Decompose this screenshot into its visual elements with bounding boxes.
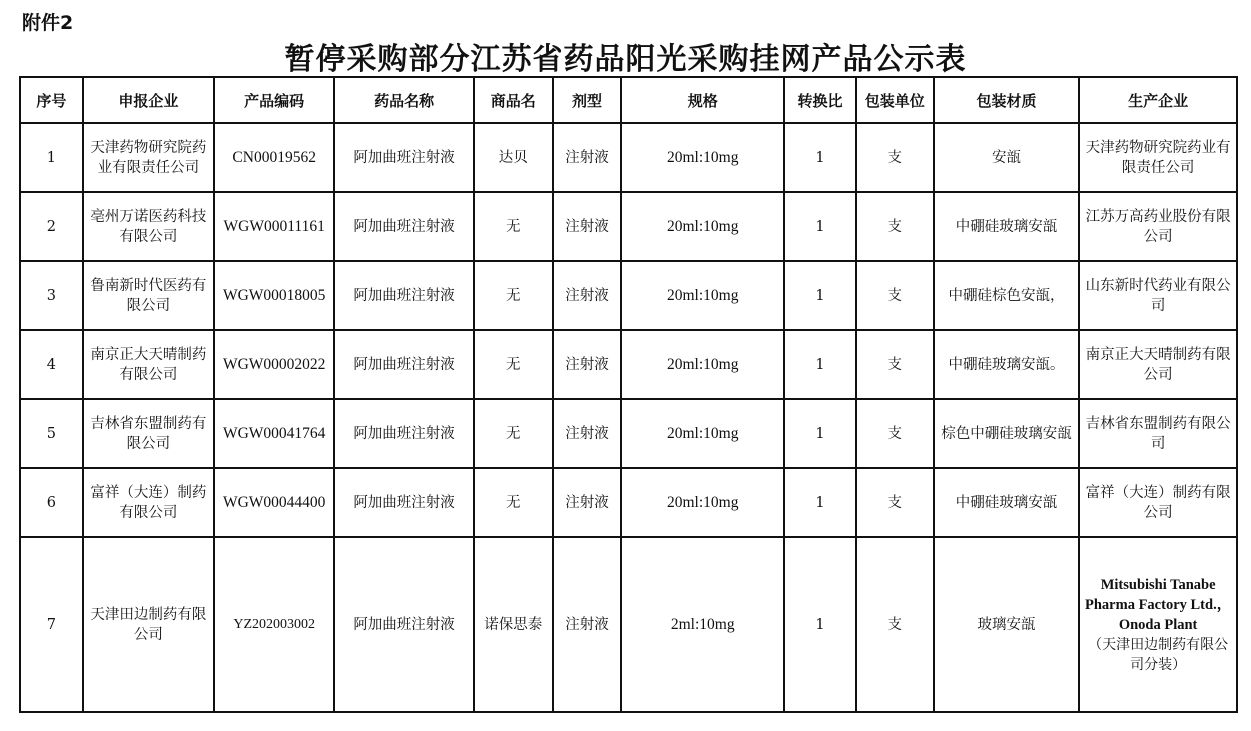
cell-code: CN00019562 — [214, 123, 334, 192]
cell-ratio: 1 — [784, 399, 856, 468]
table-row — [20, 399, 1237, 468]
header-unit: 包装单位 — [856, 77, 934, 123]
header-form: 剂型 — [553, 77, 622, 123]
cell-applicant: 南京正大天晴制药有限公司 — [83, 330, 214, 399]
header-manufacturer: 生产企业 — [1079, 77, 1237, 123]
cell-unit: 支 — [856, 123, 934, 192]
cell-applicant: 富祥（大连）制药有限公司 — [83, 468, 214, 537]
table-header-row — [20, 77, 1237, 123]
cell-manufacturer: 富祥（大连）制药有限公司 — [1079, 468, 1237, 537]
cell-material: 中硼硅玻璃安瓿 — [934, 192, 1080, 261]
cell-no: 6 — [20, 468, 83, 537]
cell-drug: 阿加曲班注射液 — [334, 537, 473, 712]
cell-code: WGW00041764 — [214, 399, 334, 468]
cell-brand: 无 — [474, 399, 553, 468]
cell-form: 注射液 — [553, 537, 622, 712]
header-code: 产品编码 — [214, 77, 334, 123]
cell-unit: 支 — [856, 192, 934, 261]
cell-form: 注射液 — [553, 123, 622, 192]
cell-material: 玻璃安瓿 — [934, 537, 1080, 712]
cell-ratio: 1 — [784, 192, 856, 261]
cell-material: 棕色中硼硅玻璃安瓿 — [934, 399, 1080, 468]
cell-applicant: 亳州万诺医药科技有限公司 — [83, 192, 214, 261]
cell-no: 3 — [20, 261, 83, 330]
cell-no: 7 — [20, 537, 83, 712]
table-row — [20, 468, 1237, 537]
cell-applicant: 鲁南新时代医药有限公司 — [83, 261, 214, 330]
cell-code: WGW00044400 — [214, 468, 334, 537]
cell-form: 注射液 — [553, 192, 622, 261]
cell-ratio: 1 — [784, 123, 856, 192]
cell-code: WGW00002022 — [214, 330, 334, 399]
table-row — [20, 261, 1237, 330]
cell-spec: 20ml:10mg — [621, 123, 784, 192]
header-ratio: 转换比 — [784, 77, 856, 123]
cell-brand: 无 — [474, 192, 553, 261]
header-spec: 规格 — [621, 77, 784, 123]
cell-applicant: 天津药物研究院药业有限责任公司 — [83, 123, 214, 192]
cell-manufacturer: 天津药物研究院药业有限责任公司 — [1079, 123, 1237, 192]
cell-code: YZ202003002 — [214, 537, 334, 712]
cell-ratio: 1 — [784, 261, 856, 330]
cell-manufacturer — [1079, 537, 1237, 712]
cell-ratio: 1 — [784, 468, 856, 537]
cell-unit: 支 — [856, 399, 934, 468]
cell-manufacturer: 吉林省东盟制药有限公司 — [1079, 399, 1237, 468]
cell-ratio: 1 — [784, 330, 856, 399]
cell-spec: 20ml:10mg — [621, 399, 784, 468]
attachment-label: 附件2 — [22, 12, 74, 34]
cell-no: 5 — [20, 399, 83, 468]
cell-brand: 无 — [474, 261, 553, 330]
cell-spec: 2ml:10mg — [621, 537, 784, 712]
cell-form: 注射液 — [553, 330, 622, 399]
cell-drug: 阿加曲班注射液 — [334, 123, 473, 192]
cell-unit: 支 — [856, 330, 934, 399]
header-material: 包装材质 — [934, 77, 1080, 123]
cell-no: 1 — [20, 123, 83, 192]
table-row — [20, 123, 1237, 192]
cell-unit: 支 — [856, 468, 934, 537]
cell-applicant: 吉林省东盟制药有限公司 — [83, 399, 214, 468]
cell-material: 中硼硅玻璃安瓿 — [934, 468, 1080, 537]
cell-spec: 20ml:10mg — [621, 330, 784, 399]
cell-manufacturer: 江苏万高药业股份有限公司 — [1079, 192, 1237, 261]
cell-ratio: 1 — [784, 537, 856, 712]
document-title: 暂停采购部分江苏省药品阳光采购挂网产品公示表 — [284, 42, 967, 77]
cell-drug: 阿加曲班注射液 — [334, 399, 473, 468]
cell-brand: 无 — [474, 330, 553, 399]
cell-drug: 阿加曲班注射液 — [334, 330, 473, 399]
header-applicant: 申报企业 — [83, 77, 214, 123]
cell-drug: 阿加曲班注射液 — [334, 192, 473, 261]
cell-applicant: 天津田边制药有限公司 — [83, 537, 214, 712]
cell-spec: 20ml:10mg — [621, 468, 784, 537]
cell-code: WGW00011161 — [214, 192, 334, 261]
cell-form: 注射液 — [553, 399, 622, 468]
cell-manufacturer: 山东新时代药业有限公司 — [1079, 261, 1237, 330]
table-row — [20, 192, 1237, 261]
header-no: 序号 — [20, 77, 83, 123]
cell-spec: 20ml:10mg — [621, 261, 784, 330]
table-row — [20, 330, 1237, 399]
cell-no: 2 — [20, 192, 83, 261]
cell-unit: 支 — [856, 537, 934, 712]
manufacturer-english-name: Mitsubishi Tanabe Pharma Factory Ltd.，Onoda Plant — [1085, 576, 1232, 633]
table-row — [20, 537, 1237, 712]
cell-drug: 阿加曲班注射液 — [334, 468, 473, 537]
cell-form: 注射液 — [553, 468, 622, 537]
cell-brand: 无 — [474, 468, 553, 537]
cell-brand: 诺保思泰 — [474, 537, 553, 712]
product-table — [19, 76, 1238, 713]
cell-unit: 支 — [856, 261, 934, 330]
header-brand: 商品名 — [474, 77, 553, 123]
cell-brand: 达贝 — [474, 123, 553, 192]
cell-material: 安瓿 — [934, 123, 1080, 192]
header-drug: 药品名称 — [334, 77, 473, 123]
cell-drug: 阿加曲班注射液 — [334, 261, 473, 330]
cell-manufacturer: 南京正大天晴制药有限公司 — [1079, 330, 1237, 399]
cell-spec: 20ml:10mg — [621, 192, 784, 261]
cell-form: 注射液 — [553, 261, 622, 330]
cell-code: WGW00018005 — [214, 261, 334, 330]
cell-material: 中硼硅棕色安瓿， — [934, 261, 1080, 330]
cell-no: 4 — [20, 330, 83, 399]
cell-material: 中硼硅玻璃安瓿。 — [934, 330, 1080, 399]
manufacturer-chinese-note: （天津田边制药有限公司分装） — [1088, 636, 1229, 673]
